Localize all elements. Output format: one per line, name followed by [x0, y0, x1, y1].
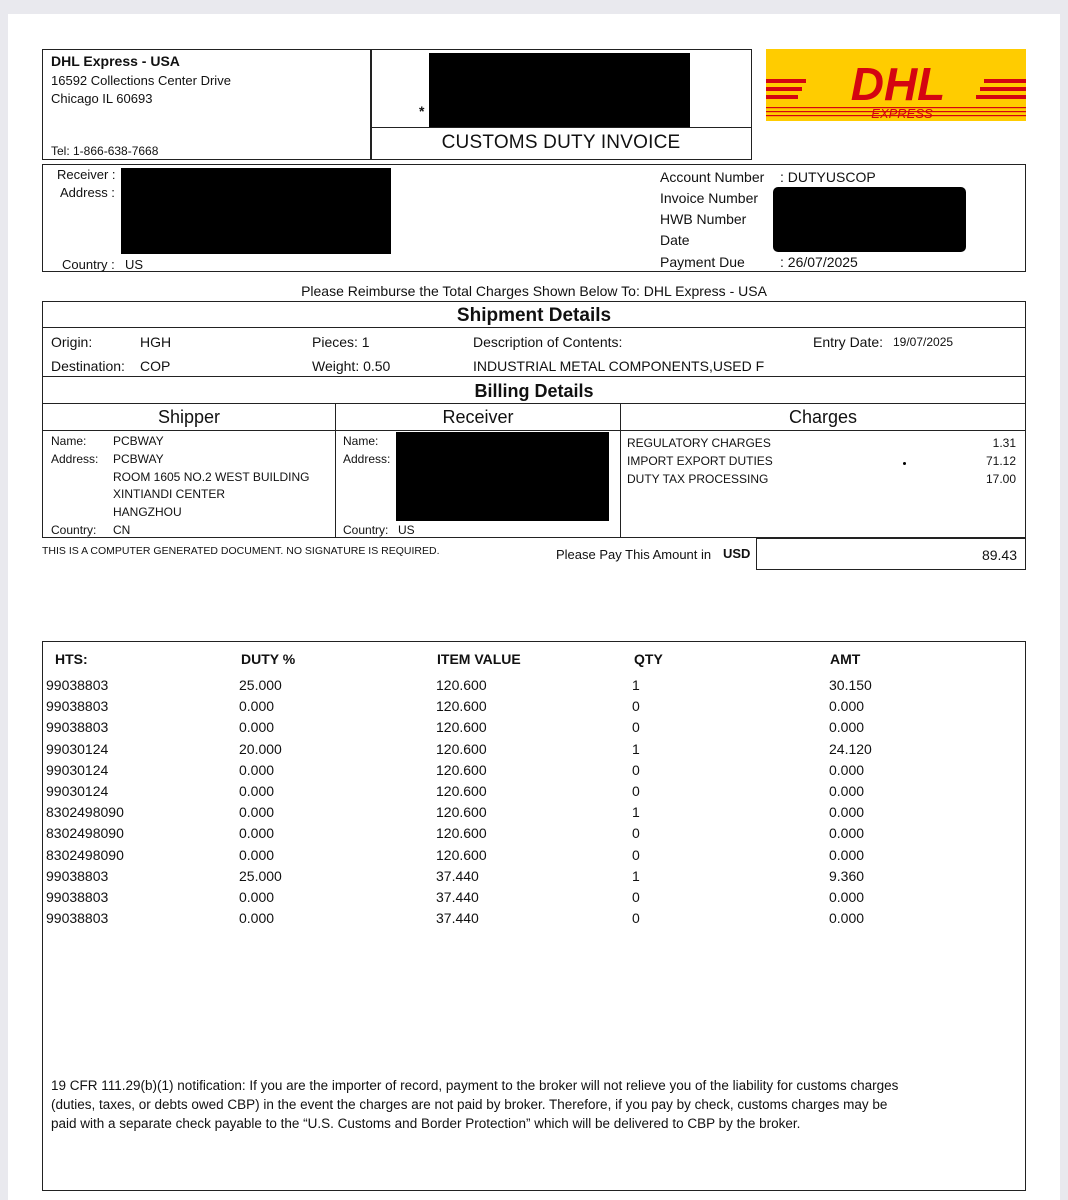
item-value-cell: 120.600 [436, 698, 487, 715]
redacted-barcode [429, 53, 690, 127]
qty-cell: 1 [632, 867, 640, 884]
charge-amount: 1.31 [992, 436, 1016, 450]
hts-cell: 8302498090 [46, 804, 124, 821]
duty-cell: 25.000 [239, 677, 282, 693]
invoice-number-label: Invoice Number [660, 190, 759, 206]
qty-cell: 0 [632, 889, 640, 906]
billing-header-divider [42, 376, 1026, 377]
hts-cell: 99038803 [46, 677, 109, 693]
shipper-address-line: PCBWAY [113, 452, 164, 466]
billing-details-heading: Billing Details [474, 381, 594, 401]
shipper-name-value: PCBWAY [113, 434, 164, 448]
description-label: Description of Contents: [473, 334, 623, 350]
description-value: INDUSTRIAL METAL COMPONENTS,USED F [473, 358, 765, 374]
hts-cell: 99038803 [46, 889, 109, 906]
dhl-logo-graphic [766, 49, 1026, 121]
destination-label: Destination: [51, 358, 125, 374]
duty-column [239, 675, 282, 929]
duty-cell: 0.000 [239, 825, 275, 842]
receiver-country-value: US [125, 257, 144, 272]
shipper-address-label: Address: [51, 452, 99, 466]
shipper-country-value: CN [113, 523, 131, 537]
receiver-label: Receiver : [57, 167, 116, 182]
hts-cell: 99030124 [46, 761, 109, 778]
duty-cell: 0.000 [239, 804, 275, 821]
item-value-cell: 37.440 [436, 867, 479, 884]
duty-header: DUTY % [241, 651, 296, 667]
qty-cell: 0 [632, 846, 640, 863]
reimburse-text: Please Reimburse the Total Charges Shown Below To: DHL Express - USA [301, 283, 767, 299]
amt-cell: 0.000 [829, 889, 865, 906]
billing-receiver-country-label: Country: [343, 523, 389, 537]
item-value-cell: 120.600 [436, 804, 487, 821]
qty-cell: 1 [632, 804, 640, 821]
billing-columns-divider [42, 430, 1026, 431]
amt-cell: 24.120 [829, 740, 872, 757]
item-value-header: ITEM VALUE [437, 651, 521, 667]
item-value-cell: 37.440 [436, 889, 479, 906]
cfr-notice-line: paid with a separate check payable to the “U.S. Customs and Border Protection” which will be delivered to CBP by the broker. [51, 1116, 801, 1131]
qty-cell: 1 [632, 740, 640, 757]
payment-due-value: : 26/07/2025 [780, 254, 858, 270]
duty-cell: 20.000 [239, 740, 282, 757]
item-value-cell: 120.600 [436, 677, 487, 693]
shipper-name-label: Name: [51, 434, 87, 448]
cfr-notice-line: 19 CFR 111.29(b)(1) notification: If you are the importer of record, payment to the broker will not relieve you of the liability for customs charges [51, 1078, 899, 1093]
duty-cell: 25.000 [239, 867, 282, 884]
amt-cell: 30.150 [829, 677, 872, 693]
cfr-notice-line: (duties, taxes, or debts owed CBP) in the event the charges are not paid by broker. Therefore, if you pay by check, customs charges may be [51, 1097, 888, 1112]
amt-cell: 0.000 [829, 825, 865, 842]
account-number-label: Account Number [660, 169, 765, 185]
account-number-value: : DUTYUSCOP [780, 169, 876, 185]
hts-cell: 99030124 [46, 783, 109, 800]
amt-cell: 9.360 [829, 867, 865, 884]
amt-cell: 0.000 [829, 910, 865, 927]
dhl-logo [766, 49, 1026, 121]
qty-header: QTY [634, 651, 663, 667]
qty-cell: 0 [632, 825, 640, 842]
shipper-heading: Shipper [157, 407, 221, 427]
qty-cell: 0 [632, 783, 640, 800]
item-value-cell: 120.600 [436, 719, 487, 736]
hts-cell: 99038803 [46, 867, 109, 884]
billing-receiver-address-label: Address: [343, 452, 391, 466]
item-value-cell: 120.600 [436, 761, 487, 778]
item-value-cell: 37.440 [436, 910, 479, 927]
receiver-country-label: Country : [62, 257, 115, 272]
company-name: DHL Express - USA [51, 53, 180, 69]
charge-label: DUTY TAX PROCESSING [627, 472, 769, 486]
destination-value: COP [140, 358, 171, 374]
amt-cell: 0.000 [829, 846, 865, 863]
shipper-country-label: Country: [51, 523, 97, 537]
charges-heading: Charges [788, 407, 858, 427]
amt-cell: 0.000 [829, 761, 865, 778]
amt-cell: 0.000 [829, 783, 865, 800]
pay-amount: 89.43 [981, 547, 1017, 563]
hwb-number-label: HWB Number [660, 211, 747, 227]
amt-cell: 0.000 [829, 719, 865, 736]
entry-date-value: 19/07/2025 [893, 335, 954, 349]
qty-cell: 0 [632, 761, 640, 778]
qty-column [632, 675, 640, 929]
item-value-cell: 120.600 [436, 783, 487, 800]
duty-cell: 0.000 [239, 783, 275, 800]
hts-column [46, 675, 124, 929]
duty-cell: 0.000 [239, 889, 275, 906]
amt-cell: 0.000 [829, 804, 865, 821]
item-value-column [436, 675, 487, 929]
amt-header: AMT [830, 651, 861, 667]
hts-cell: 99030124 [46, 740, 109, 757]
redacted-invoice-numbers [773, 187, 966, 252]
hts-cell: 99038803 [46, 719, 109, 736]
amt-column [829, 675, 872, 929]
duty-cell: 0.000 [239, 761, 275, 778]
pay-currency: USD [723, 546, 751, 561]
company-address-line1: 16592 Collections Center Drive [51, 73, 231, 88]
entry-date-label: Entry Date: [813, 334, 884, 350]
shipper-address-line: ROOM 1605 NO.2 WEST BUILDING [113, 470, 310, 484]
qty-cell: 0 [632, 698, 640, 715]
receiver-heading: Receiver [442, 407, 514, 427]
computer-generated-notice: THIS IS A COMPUTER GENERATED DOCUMENT. NO SIGNATURE IS REQUIRED. [42, 545, 440, 557]
charge-amount: 71.12 [985, 454, 1016, 468]
pay-label: Please Pay This Amount in [556, 547, 712, 562]
logo-sub-text: EXPRESS [871, 106, 933, 121]
duty-cell: 0.000 [239, 846, 275, 863]
payment-due-label: Payment Due [660, 254, 745, 270]
qty-cell: 1 [632, 677, 640, 693]
origin-value: HGH [140, 334, 172, 350]
weight-label: Weight: 0.50 [312, 358, 391, 374]
shipment-header-divider [42, 327, 1026, 328]
date-label: Date [660, 232, 690, 248]
hts-header: HTS: [55, 651, 88, 667]
qty-cell: 0 [632, 910, 640, 927]
redacted-billing-receiver [396, 432, 609, 521]
duty-cell: 0.000 [239, 698, 275, 715]
hts-cell: 99038803 [46, 910, 109, 927]
billing-receiver-name-label: Name: [343, 434, 379, 448]
charge-label: IMPORT EXPORT DUTIES [627, 454, 773, 468]
amt-cell: 0.000 [829, 698, 865, 715]
company-tel: Tel: 1-866-638-7668 [51, 144, 159, 158]
pieces-label: Pieces: 1 [312, 334, 370, 350]
address-label: Address : [60, 185, 115, 200]
hts-cell: 8302498090 [46, 825, 124, 842]
item-value-cell: 120.600 [436, 846, 487, 863]
qty-cell: 0 [632, 719, 640, 736]
shipper-address-line: XINTIANDI CENTER [113, 487, 226, 501]
hts-cell: 99038803 [46, 698, 109, 715]
duty-cell: 0.000 [239, 719, 275, 736]
stray-dot [903, 462, 906, 465]
shipment-details-heading: Shipment Details [456, 305, 612, 326]
invoice-title: CUSTOMS DUTY INVOICE [441, 132, 681, 153]
logo-brand-text: DHL [850, 58, 946, 110]
barcode-star: * [419, 103, 425, 119]
duty-cell: 0.000 [239, 910, 275, 927]
charge-amount: 17.00 [985, 472, 1016, 486]
charge-label: REGULATORY CHARGES [627, 436, 771, 450]
origin-label: Origin: [51, 334, 93, 350]
redacted-receiver-address [121, 168, 391, 254]
billing-receiver-country-value: US [398, 523, 415, 537]
item-value-cell: 120.600 [436, 740, 487, 757]
shipper-address-line: HANGZHOU [113, 505, 182, 519]
item-value-cell: 120.600 [436, 825, 487, 842]
invoice-title-divider [370, 127, 752, 128]
hts-cell: 8302498090 [46, 846, 124, 863]
company-address-line2: Chicago IL 60693 [51, 91, 153, 106]
